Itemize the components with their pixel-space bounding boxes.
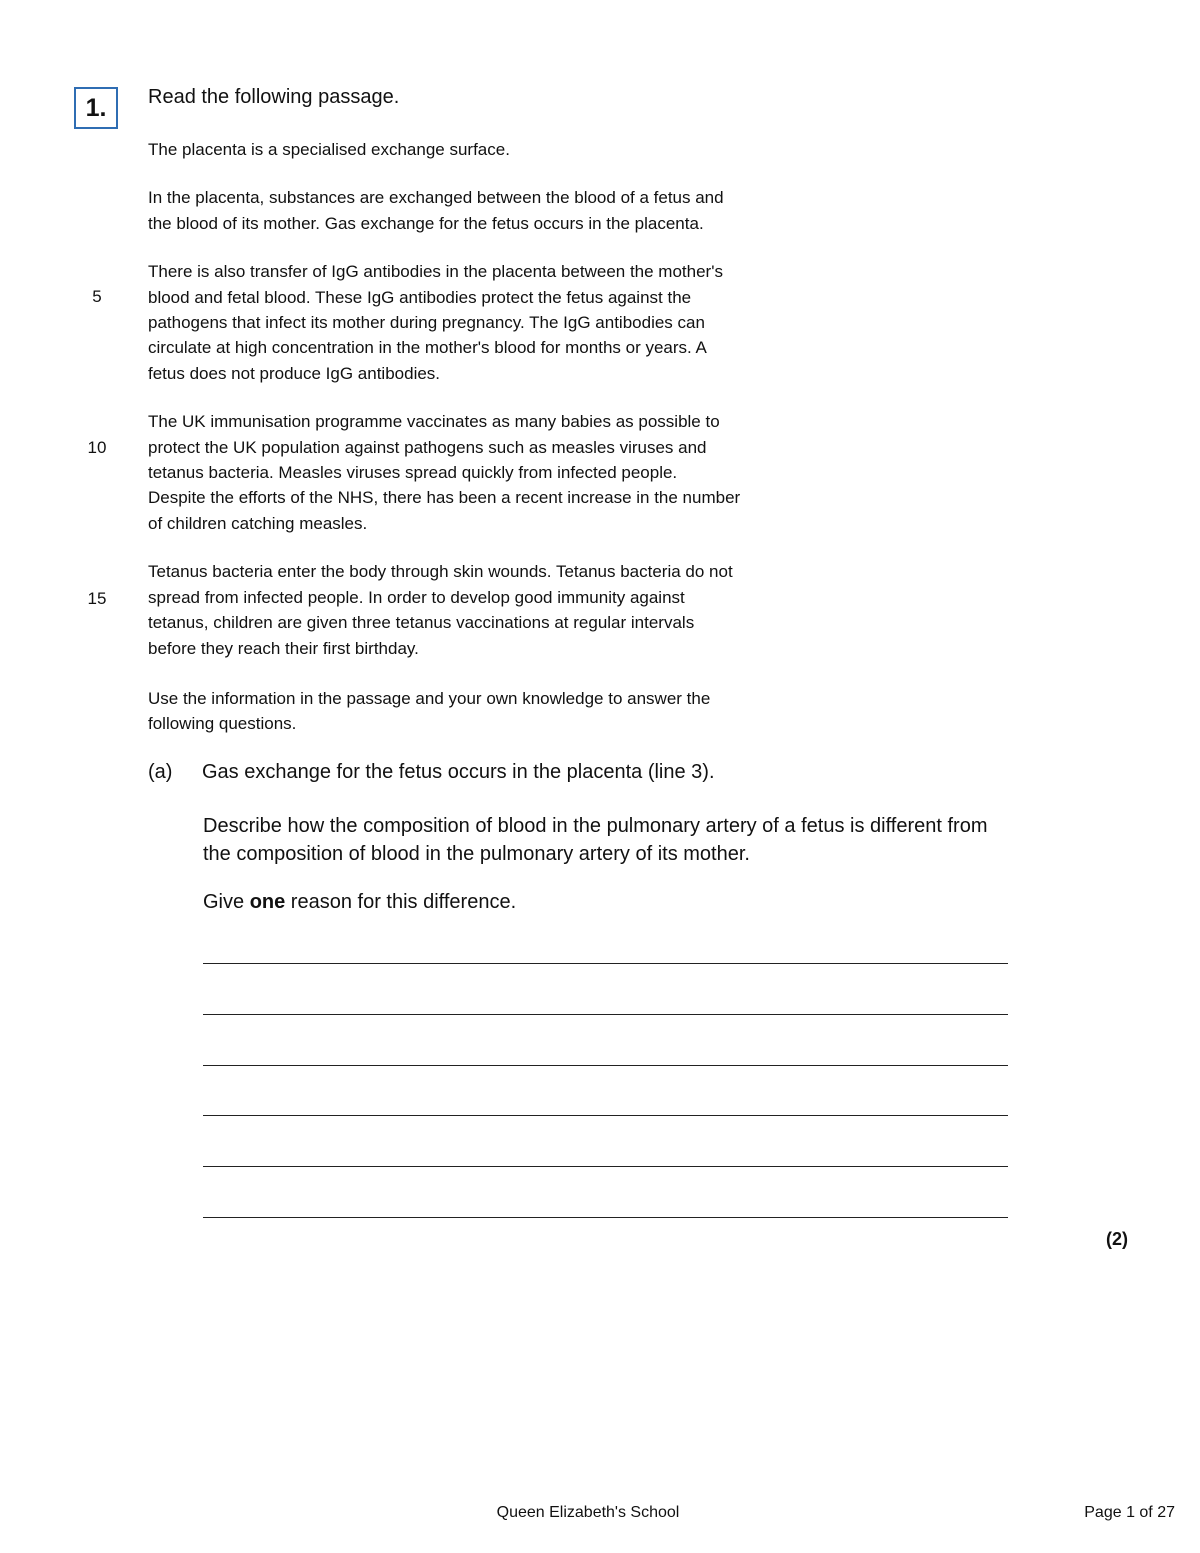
passage-line: circulate at high concentration in the mother's blood for months or years. A bbox=[148, 338, 707, 358]
marks-label: (2) bbox=[1106, 1229, 1128, 1249]
answer-line[interactable] bbox=[203, 1115, 1008, 1116]
passage-line: Tetanus bacteria enter the body through skin wounds. Tetanus bacteria do not bbox=[148, 562, 733, 582]
reason-suffix: reason for this difference. bbox=[285, 891, 517, 913]
passage-line: pathogens that infect its mother during pregnancy. The IgG antibodies can bbox=[148, 313, 705, 333]
passage-line: Despite the efforts of the NHS, there has been a recent increase in the number bbox=[148, 488, 741, 508]
question-intro: Read the following passage. bbox=[148, 86, 400, 108]
passage-line: spread from infected people. In order to develop good immunity against bbox=[148, 587, 685, 607]
footer-page-number: Page 1 of 27 bbox=[1084, 1504, 1175, 1521]
instruction-line: Use the information in the passage and your own knowledge to answer the bbox=[148, 689, 711, 708]
passage-line: tetanus, children are given three tetanus vaccinations at regular intervals bbox=[148, 613, 695, 633]
passage-line: The UK immunisation programme vaccinates as many babies as possible to bbox=[148, 412, 720, 432]
passage-paragraph bbox=[148, 259, 868, 386]
passage-paragraph bbox=[148, 559, 868, 661]
passage-line: of children catching measles. bbox=[148, 513, 368, 533]
passage-paragraph bbox=[148, 409, 868, 536]
passage-line: There is also transfer of IgG antibodies in the placenta between the mother's bbox=[148, 262, 723, 282]
passage-paragraph bbox=[148, 137, 868, 162]
answer-line[interactable] bbox=[203, 963, 1008, 964]
passage bbox=[148, 137, 868, 684]
passage-paragraph bbox=[148, 185, 868, 236]
reason-bold: one bbox=[249, 891, 286, 913]
passage-line: protect the UK population against pathogens such as measles viruses and bbox=[148, 437, 707, 457]
describe-line: Describe how the composition of blood in the pulmonary artery of a fetus is different from bbox=[203, 815, 988, 837]
part-a-describe bbox=[203, 812, 987, 868]
reason-prefix: Give bbox=[203, 891, 250, 913]
describe-line: the composition of blood in the pulmonary artery of its mother. bbox=[203, 843, 750, 865]
line-number: 10 bbox=[87, 438, 107, 457]
line-number: 15 bbox=[87, 589, 107, 608]
part-a-label: (a) bbox=[148, 761, 173, 783]
part-a-reason bbox=[203, 890, 516, 914]
instructions bbox=[148, 686, 710, 737]
passage-line: before they reach their first birthday. bbox=[148, 638, 419, 658]
answer-line[interactable] bbox=[203, 1217, 1008, 1218]
passage-line: In the placenta, substances are exchanged between the blood of a fetus and bbox=[148, 188, 724, 208]
part-a-stem: Gas exchange for the fetus occurs in the placenta (line 3). bbox=[202, 761, 715, 783]
passage-line: blood and fetal blood. These IgG antibodies protect the fetus against the bbox=[148, 287, 692, 307]
line-number: 5 bbox=[92, 287, 102, 306]
passage-line: fetus does not produce IgG antibodies. bbox=[148, 363, 441, 383]
footer-school: Queen Elizabeth's School bbox=[496, 1504, 680, 1521]
question-number: 1. bbox=[85, 93, 107, 122]
answer-line[interactable] bbox=[203, 1166, 1008, 1167]
passage-line: The placenta is a specialised exchange surface. bbox=[148, 140, 510, 159]
passage-line: tetanus bacteria. Measles viruses spread quickly from infected people. bbox=[148, 463, 678, 483]
passage-line: the blood of its mother. Gas exchange for the fetus occurs in the placenta. bbox=[148, 213, 704, 233]
question-number-box bbox=[74, 87, 118, 129]
answer-line[interactable] bbox=[203, 1065, 1008, 1066]
answer-line[interactable] bbox=[203, 1014, 1008, 1015]
instruction-line: following questions. bbox=[148, 714, 297, 734]
